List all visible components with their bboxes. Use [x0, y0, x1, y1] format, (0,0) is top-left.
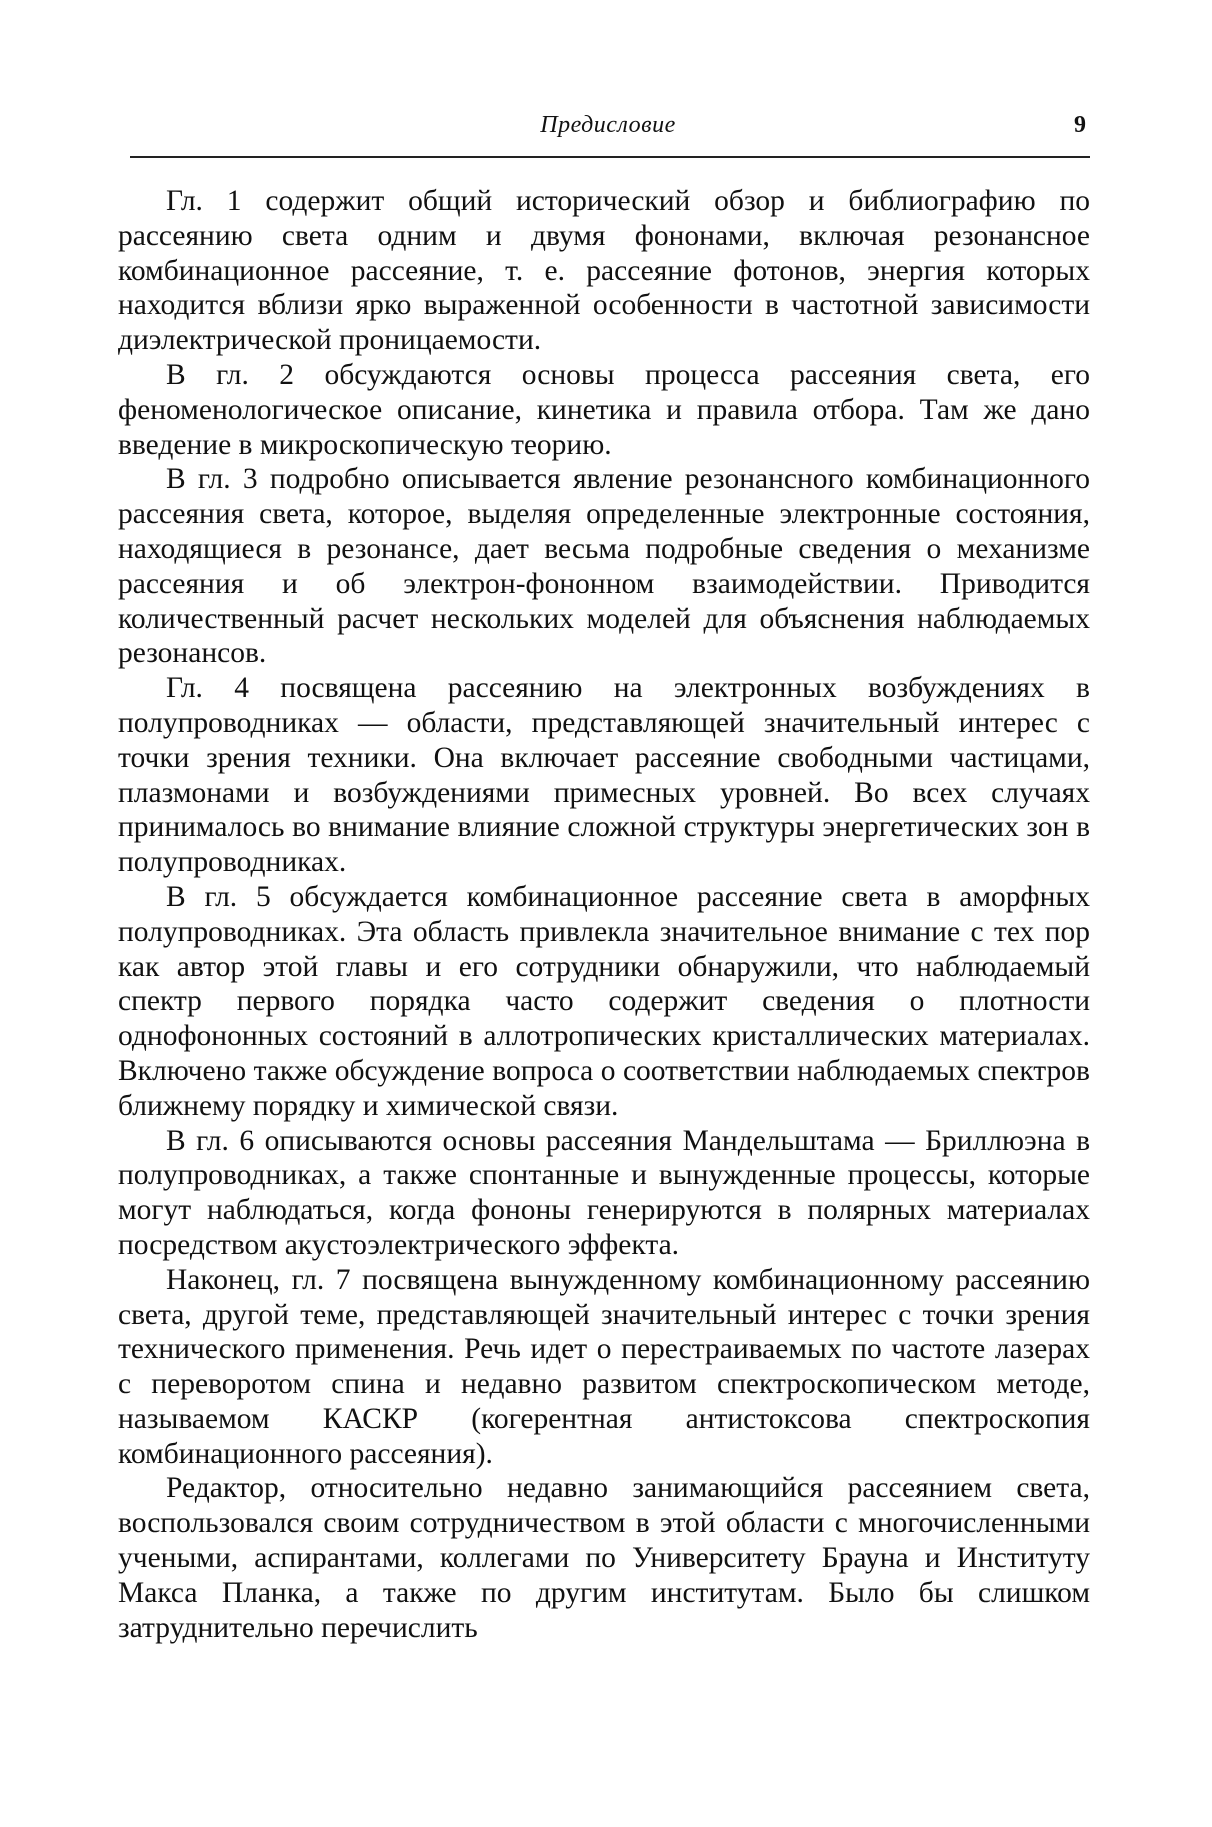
paragraph-editor: Редактор, относительно недавно занимающийся рассеянием света, воспользовался своим сотрудничеством в этой области с многочисленными учеными, аспирантами, коллегами по Университету Брауна и Институту Макса Планка, а также по другим институтам. Было бы слишком затруднительно перечислить	[118, 1472, 1090, 1644]
running-title: Предисловие	[540, 112, 676, 138]
paragraph-chapter-2: В гл. 2 обсуждаются основы процесса рассеяния света, его феноменологическое описание, кинетика и правила отбора. Там же дано введение в микроскопическую теорию.	[118, 358, 1090, 461]
page-number: 9	[1074, 112, 1086, 138]
paragraph-chapter-3: В гл. 3 подробно описывается явление резонансного комбинационного рассеяния света, которое, выделяя определенные электронные состояния, находящиеся в резонансе, дает весьма подробные сведения о механизме рассеяния и об электрон-фононном взаимодействии. Приводится количественный расчет нескольких моделей для объяснения наблюдаемых резонансов.	[118, 463, 1090, 670]
paragraph-chapter-4: Гл. 4 посвящена рассеянию на электронных возбуждениях в полупроводниках — области, представляющей значительный интерес с точки зрения техники. Она включает рассеяние свободными частицами, плазмонами и возбуждениями примесных уровней. Во всех случаях принималось во внимание влияние сложной структуры энергетических зон в полупроводниках.	[118, 672, 1090, 879]
header-rule	[130, 156, 1090, 158]
body-text	[118, 184, 1090, 1645]
paragraph-chapter-5: В гл. 5 обсуждается комбинационное рассеяние света в аморфных полупроводниках. Эта область привлекла значительное внимание с тех пор как автор этой главы и его сотрудники обнаружили, что наблюдаемый спектр первого порядка часто содержит сведения о плотности однофононных состояний в аллотропических кристаллических материалах. Включено также обсуждение вопроса о соответствии наблюдаемых спектров ближнему порядку и химической связи.	[118, 880, 1090, 1122]
paragraph-chapter-7: Наконец, гл. 7 посвящена вынужденному комбинационному рассеянию света, другой теме, представляющей значительный интерес с точки зрения технического применения. Речь идет о перестраиваемых по частоте лазерах с переворотом спина и недавно развитом спектроскопическом методе, называемом КАСКР (когерентная антистоксова спектроскопия комбинационного рассеяния).	[118, 1263, 1090, 1470]
running-head	[130, 112, 1086, 142]
paragraph-chapter-1: Гл. 1 содержит общий исторический обзор и библиографию по рассеянию света одним и двумя фононами, включая резонансное комбинационное рассеяние, т. е. рассеяние фотонов, энергия которых находится вблизи ярко выраженной особенности в частотной зависимости диэлектрической проницаемости.	[118, 185, 1090, 357]
paragraph-chapter-6: В гл. 6 описываются основы рассеяния Мандельштама — Бриллюэна в полупроводниках, а также спонтанные и вынужденные процессы, которые могут наблюдаться, когда фононы генерируются в полярных материалах посредством акустоэлектрического эффекта.	[118, 1124, 1090, 1261]
